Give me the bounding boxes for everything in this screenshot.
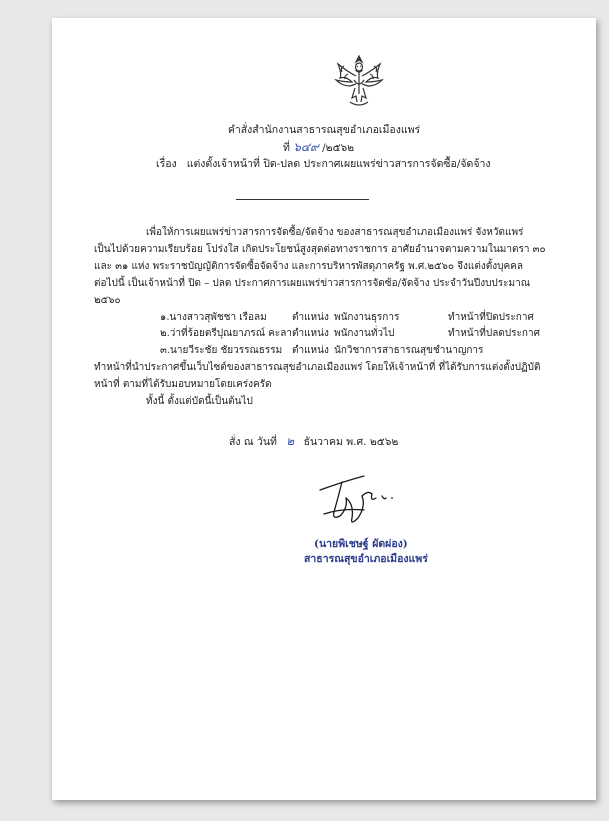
staff-2-duty: ทำหน้าที่ปลดประกาศ (448, 328, 540, 339)
staff-3-position: นักวิชาการสาธารณสุขชำนาญการ (334, 345, 484, 356)
staff-3-position-label: ตำแหน่ง (292, 345, 329, 356)
para1-line-1: เพื่อให้การเผยแพร่ข่าวสารการจัดซื้อ/จัดจ้าง ของสาธารณสุขอำเภอเมืองแพร่ จังหวัดแพร่ (146, 227, 524, 238)
order-number-suffix: /๒๕๖๒ (322, 142, 355, 154)
header-divider (236, 199, 369, 200)
order-number-prefix: ที่ (283, 142, 290, 154)
para1-line-5: ๒๕๖๐ (94, 295, 121, 306)
para2-line-2: หน้าที่ ตามที่ได้รับมอบหมายโดยเคร่งครัด (94, 379, 272, 390)
order-date (229, 435, 398, 448)
subject-text: แต่งตั้งเจ้าหน้าที่ ปิด-ปลด ประกาศเผยแพร่ข่าวสารการจัดซื้อ/จัดจ้าง (186, 158, 491, 170)
effective-clause: ทั้งนี้ ตั้งแต่บัดนี้เป็นต้นไป (146, 396, 253, 407)
signer-name: (นายพิเชษฐ์ ผัดผ่อง) (314, 538, 408, 550)
subject-label: เรื่อง (156, 158, 177, 170)
subject-line (156, 158, 491, 170)
staff-1-position: พนักงานธุรการ (334, 312, 400, 323)
order-number-handwritten: ๖๔๙ (293, 140, 319, 154)
staff-3-name: ๓.นายวีระชัย ชัยวรรณธรรม (160, 345, 283, 356)
signature-icon (312, 468, 402, 530)
para1-line-4: ต่อไปนี้ เป็นเจ้าหน้าที่ ปิด – ปลด ประกาศการเผยแพร่ข่าวสารการจัดซ้อ/จัดจ้าง ประจำวันปีงบประมาณ (94, 278, 531, 289)
order-title: คำสั่งสำนักงานสาธารณสุขอำเภอเมืองแพร่ (227, 124, 421, 136)
signer-title: สาธารณสุขอำเภอเมืองแพร่ (304, 553, 428, 565)
date-rest: ธันวาคม พ.ศ. ๒๕๖๒ (303, 436, 399, 448)
order-number (283, 141, 354, 154)
document-page (52, 18, 596, 800)
staff-1-position-label: ตำแหน่ง (292, 312, 329, 323)
staff-2-position-label: ตำแหน่ง (292, 328, 329, 339)
staff-2-name: ๒.ว่าที่ร้อยตรีปุณยาภรณ์ คะลา (160, 328, 293, 339)
staff-1-name: ๑.นางสาวสุพัชชา เรือลม (160, 312, 267, 323)
para1-line-3: และ ๓๑ แห่ง พระราชบัญญัติการจัดซื้อจัดจ้าง และการบริหารพัสดุภาครัฐ พ.ศ.๒๕๖๐ จึงแต่งตั้งบุคคล (94, 261, 523, 272)
date-day-handwritten: ๒ (286, 434, 295, 448)
date-prefix: สั่ง ณ วันที่ (229, 436, 277, 448)
staff-1-duty: ทำหน้าที่ปิดประกาศ (448, 312, 534, 323)
para2-line-1: ทำหน้าที่นำประกาศขึ้นเว็บไซต์ของสาธารณสุขอำเภอเมืองแพร่ โดยให้เจ้าหน้าที่ ที่ได้รับการแต่งตั้งปฏิบัติ (94, 362, 541, 373)
para1-line-2: เป็นไปด้วยความเรียบร้อย โปร่งใส เกิดประโยชน์สูงสุดต่อทางราชการ อาศัยอำนาจตามความในมาตรา ๓๐ (94, 244, 546, 255)
staff-2-position: พนักงานทั่วไป (334, 328, 395, 339)
garuda-emblem-icon (330, 54, 388, 112)
